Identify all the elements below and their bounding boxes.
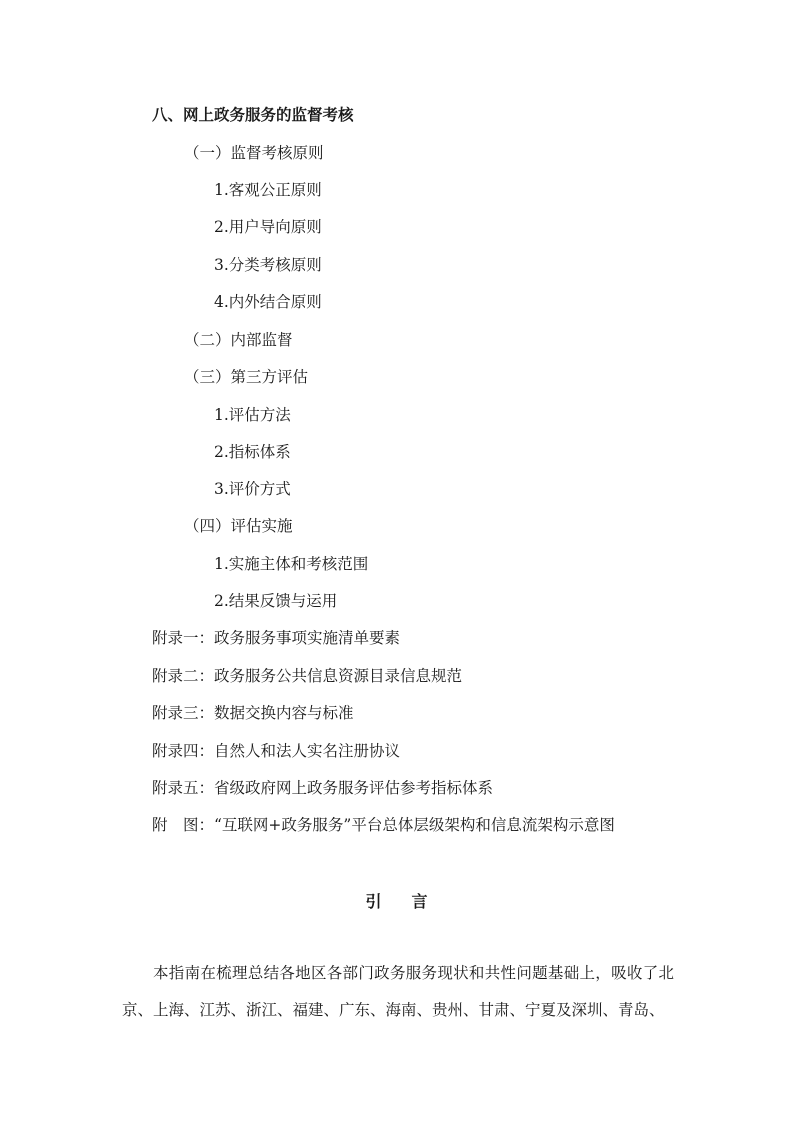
outline-item-level2: 3.评价方式 [214,480,291,498]
section-heading: 八、网上政务服务的监督考核 [152,106,354,124]
outline-item-level1: （一）监督考核原则 [184,144,324,162]
outline-item-level2: 2.结果反馈与运用 [214,592,338,610]
outline-item-level2: 2.指标体系 [214,443,291,461]
intro-title: 引言 [365,892,458,911]
outline-item-level2: 3.分类考核原则 [214,256,322,274]
appendix-item: 附录二：政务服务公共信息资源目录信息规范 [152,667,463,685]
outline-item-level2: 1.实施主体和考核范围 [214,555,369,573]
appendix-item: 附录四：自然人和法人实名注册协议 [152,742,401,760]
outline-item-level2: 1.评估方法 [214,406,291,424]
outline-item-level2: 2.用户导向原则 [214,218,322,236]
outline-item-level1: （三）第三方评估 [184,368,309,386]
outline-item-level2: 1.客观公正原则 [214,181,322,199]
appendix-item: 附录一：政务服务事项实施清单要素 [152,629,401,647]
appendix-item: 附录五：省级政府网上政务服务评估参考指标体系 [152,779,494,797]
appendix-item: 附 图：“互联网+政务服务”平台总体层级架构和信息流架构示意图 [152,816,615,834]
outline-item-level1: （四）评估实施 [184,517,293,535]
outline-item-level1: （二）内部监督 [184,331,293,349]
outline-item-level2: 4.内外结合原则 [214,293,322,311]
appendix-item: 附录三：数据交换内容与标准 [152,704,354,722]
intro-paragraph: 本指南在梳理总结各地区各部门政务服务现状和共性问题基础上，吸收了北京、上海、江苏、浙江、福建、广东、海南、贵州、甘肃、宁夏及深圳、青岛、 [122,964,674,1019]
